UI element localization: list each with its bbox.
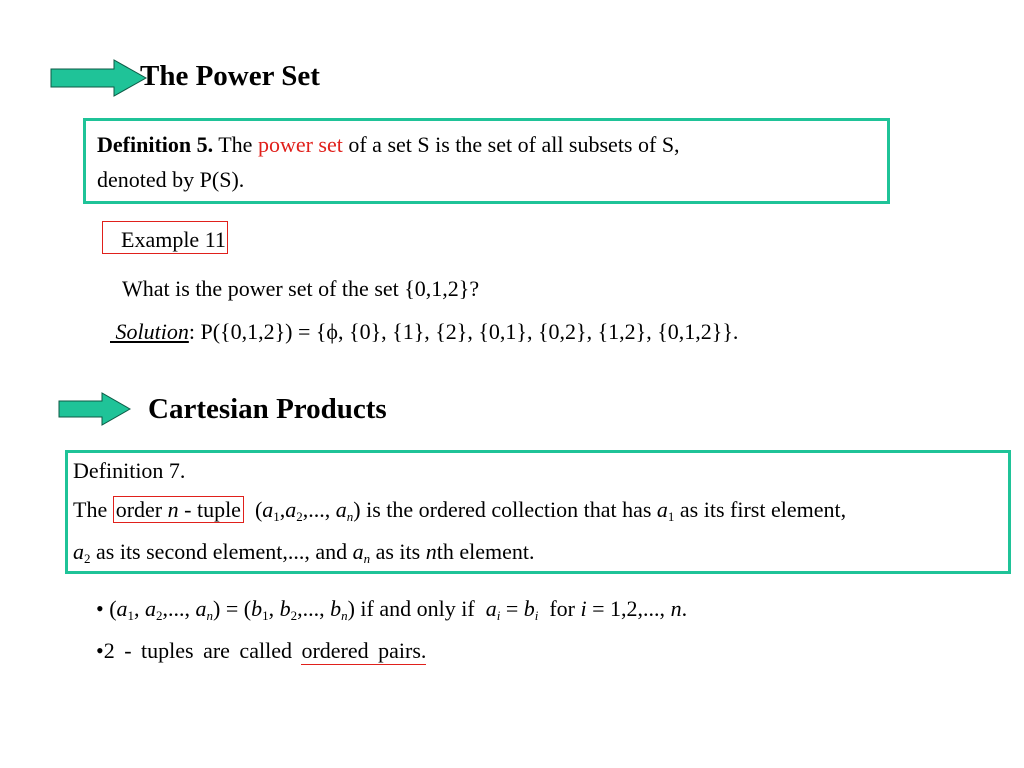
right-arrow-icon [50, 59, 148, 97]
tuple-equality: ($a_1$, $a_2$,..., $a_n) = (b_1$, $b_2$,..., $b_n$) [109, 596, 355, 623]
right-arrow-icon [58, 392, 132, 426]
bullet-text: 2 - tuples are called [103, 638, 292, 663]
definition-box [65, 450, 1011, 574]
definition-label: Definition 5. [97, 132, 214, 157]
condition-expression: $a_i = b_i$ [485, 596, 539, 623]
definition-text: of a set S is the set of all subsets of S, [348, 132, 680, 157]
bullet-item [96, 596, 687, 622]
definition-line [73, 539, 534, 565]
definition-text: as its first element, [679, 497, 847, 522]
definition-text: The [73, 497, 108, 522]
bullet-item [96, 638, 426, 664]
power-set-term: power set [257, 132, 343, 157]
definition-line [73, 497, 846, 523]
definition-box [83, 118, 890, 204]
section-title: The Power Set [140, 60, 320, 92]
definition-text: as its second element,..., and [96, 539, 348, 564]
tuple-expression: ($a_1,a_2$,..., $a_n$) [249, 497, 361, 524]
solution-label: Solution [115, 319, 189, 344]
example-label-text: Example 11 [121, 227, 226, 252]
solution-text: : P({0,1,2}) = {ϕ, {0}, {1}, {2}, {0,1}, {0,2}, {1,2}, {0,1,2}}. [188, 319, 739, 344]
order-n-tuple-term: order n - tuple [113, 496, 244, 523]
example-label [102, 221, 228, 254]
definition-text: as its nth element. [375, 539, 535, 564]
range-expression: i = 1,2,..., n. [580, 596, 688, 621]
bullet-icon: • [96, 596, 104, 621]
definition-line [97, 132, 680, 158]
example-question: What is the power set of the set {0,1,2}? [122, 276, 480, 301]
definition-label: Definition 7. [73, 458, 186, 483]
example-solution [110, 319, 738, 345]
section-title: Cartesian Products [148, 393, 387, 425]
a2-symbol: $a_2$ [73, 539, 91, 566]
an-symbol: $a_n$ [352, 539, 371, 566]
bullet-icon: • [96, 638, 104, 663]
ordered-pairs-term: ordered pairs. [301, 638, 427, 663]
definition-text: The [218, 132, 253, 157]
definition-line: denoted by P(S). [97, 167, 245, 192]
bullet-text: for [549, 596, 576, 621]
definition-text: is the ordered collection that has [366, 497, 652, 522]
a1-symbol: $a_1$ [656, 497, 675, 524]
bullet-text: if and only if [360, 596, 475, 621]
